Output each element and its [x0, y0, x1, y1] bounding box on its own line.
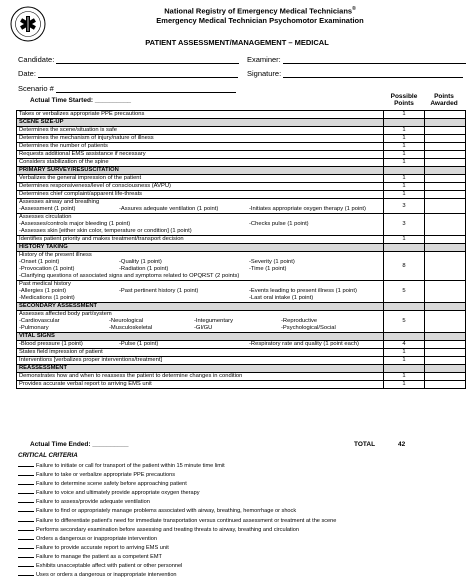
- criterion-text: Provides accurate verbal report to arriving EMS unit: [17, 381, 384, 389]
- table-row: [17, 341, 466, 349]
- possible-points: 5: [384, 281, 425, 303]
- table-row: [17, 236, 466, 244]
- criterion-text: -Assessment (1 point): [19, 206, 76, 212]
- criterion-text: States field impression of patient: [17, 349, 384, 357]
- scenario-field[interactable]: Scenario #: [18, 84, 236, 93]
- critical-criterion-text: Failure to provide accurate report to arriving EMS unit: [36, 544, 169, 551]
- points-awarded-cell[interactable]: [425, 252, 466, 281]
- actual-time-ended[interactable]: Actual Time Ended: __________: [30, 441, 129, 448]
- critical-criterion-text: Uses or orders a dangerous or inappropriate intervention: [36, 572, 177, 579]
- points-awarded-header: Points Awarded: [430, 93, 458, 107]
- section-title: SECONDARY ASSESSMENT: [17, 303, 384, 311]
- critical-checkbox-blank[interactable]: [18, 470, 34, 476]
- possible-points: 3: [384, 214, 425, 236]
- section-title: VITAL SIGNS: [17, 333, 384, 341]
- criterion-line: [19, 295, 381, 302]
- org-name: National Registry of Emergency Medical Technicians: [164, 6, 353, 16]
- criterion-text: Interventions [verbalizes proper interventions/treatment]: [17, 357, 384, 365]
- critical-criterion-text: Failure to differentiate patient's need for immediate transportation versus continued assessment or treatment at the scene: [36, 517, 337, 524]
- form-title: PATIENT ASSESSMENT/MANAGEMENT – MEDICAL: [145, 38, 329, 47]
- table-row: [17, 281, 466, 303]
- table-row: [17, 381, 466, 389]
- critical-criterion: [18, 534, 336, 543]
- signature-field[interactable]: Signature:: [247, 69, 463, 78]
- possible-points: [384, 119, 425, 127]
- table-row: [17, 159, 466, 167]
- criterion-text: Assesses airway and breathing: [19, 199, 100, 205]
- examiner-field[interactable]: Examiner:: [247, 55, 466, 64]
- critical-criteria-title: CRITICAL CRITERIA: [18, 452, 78, 459]
- critical-checkbox-blank[interactable]: [18, 488, 34, 494]
- criterion-text: -Neurological: [109, 318, 144, 324]
- criterion-text: -Medications (1 point): [19, 295, 75, 301]
- criterion-text: Determines the mechanism of injury/nature of illness: [17, 135, 384, 143]
- possible-points: 4: [384, 341, 425, 349]
- section-title: PRIMARY SURVEY/RESUSCITATION: [17, 167, 384, 175]
- section-row: [17, 119, 466, 127]
- points-awarded-cell[interactable]: [425, 159, 466, 167]
- critical-criterion: [18, 561, 336, 570]
- candidate-field[interactable]: Candidate:: [18, 55, 239, 64]
- criterion-text: Determines chief complaint/apparent life-threats: [17, 191, 384, 199]
- table-row: [17, 349, 466, 357]
- possible-points: [384, 244, 425, 252]
- criterion-text: -Past pertinent history (1 point): [119, 288, 199, 294]
- criterion-text: -Provocation (1 point): [19, 266, 75, 272]
- critical-criterion: [18, 506, 336, 515]
- table-row: [17, 143, 466, 151]
- possible-points: 1: [384, 159, 425, 167]
- criterion-line: [19, 266, 381, 273]
- points-awarded-cell: [425, 167, 466, 175]
- possible-points: 8: [384, 252, 425, 281]
- criterion-text: Determines responsiveness/level of consciousness (AVPU): [17, 183, 384, 191]
- criterion-line: [19, 221, 381, 228]
- critical-criterion: [18, 470, 336, 479]
- assessment-table: [16, 110, 466, 389]
- points-awarded-cell[interactable]: [425, 183, 466, 191]
- section-title: SCENE SIZE-UP: [17, 119, 384, 127]
- points-awarded-cell: [425, 365, 466, 373]
- possible-points: 1: [384, 111, 425, 119]
- points-awarded-cell[interactable]: [425, 175, 466, 183]
- table-row: [17, 191, 466, 199]
- criterion-text: -Cardiovascular: [19, 318, 60, 324]
- critical-criterion-text: Failure to initiate or call for transport of the patient within 15 minute time limit: [36, 463, 225, 469]
- points-awarded-cell: [425, 244, 466, 252]
- points-awarded-cell[interactable]: [425, 214, 466, 236]
- critical-checkbox-blank[interactable]: [18, 552, 34, 558]
- points-awarded-cell[interactable]: [425, 281, 466, 303]
- possible-points: 1: [384, 349, 425, 357]
- possible-points: 3: [384, 199, 425, 214]
- date-field[interactable]: Date:: [18, 69, 238, 78]
- possible-points: 1: [384, 143, 425, 151]
- section-title: HISTORY TAKING: [17, 244, 384, 252]
- criterion-text: -Severity (1 point): [249, 259, 295, 265]
- criterion-text: -Last oral intake (1 point): [249, 295, 314, 301]
- critical-checkbox-blank[interactable]: [18, 525, 34, 531]
- critical-criterion-text: Failure to assess/provide adequate ventilation: [36, 499, 150, 506]
- critical-criterion: [18, 516, 336, 525]
- points-awarded-cell[interactable]: [425, 311, 466, 333]
- section-row: [17, 167, 466, 175]
- points-awarded-cell: [425, 303, 466, 311]
- points-awarded-cell[interactable]: [425, 381, 466, 389]
- table-row: [17, 135, 466, 143]
- actual-time-started[interactable]: Actual Time Started: __________: [30, 97, 132, 104]
- criterion-text: -Allergies (1 point): [19, 288, 67, 294]
- table-row: [17, 311, 466, 333]
- criterion-text: -Clarifying questions of associated signs and symptoms related to OPQRST (2 points): [19, 273, 240, 279]
- possible-points: 1: [384, 135, 425, 143]
- critical-checkbox-blank[interactable]: [18, 506, 34, 512]
- criterion-line: [19, 252, 381, 259]
- criterion-text: -Assesses/controls major bleeding (1 point): [19, 221, 131, 227]
- possible-points: 1: [384, 236, 425, 244]
- points-awarded-cell[interactable]: [425, 341, 466, 349]
- critical-checkbox-blank[interactable]: [18, 516, 34, 522]
- criterion-text: Requests additional EMS assistance if necessary: [17, 151, 384, 159]
- criterion-text: -Radiation (1 point): [119, 266, 169, 272]
- criterion-text: Identifies patient priority and makes treatment/transport decision: [17, 236, 384, 244]
- criterion-text: -Initiates appropriate oxygen therapy (1 point): [249, 206, 366, 212]
- exam-name: Emergency Medical Technician Psychomotor Examination: [156, 15, 364, 25]
- criterion-text: Determines the number of patients: [17, 143, 384, 151]
- critical-criterion: [18, 525, 336, 534]
- table-row: [17, 199, 466, 214]
- points-awarded-cell[interactable]: [425, 357, 466, 365]
- criterion-text: -Assesses skin [either skin color, temperature or condition] (1 point): [19, 228, 192, 234]
- table-row: [17, 373, 466, 381]
- table-row: [17, 357, 466, 365]
- possible-points: 1: [384, 381, 425, 389]
- criterion-line: [19, 259, 381, 266]
- criterion-text: Demonstrates how and when to reassess the patient to determine changes in condition: [17, 373, 384, 381]
- possible-points: 5: [384, 311, 425, 333]
- critical-checkbox-blank[interactable]: [18, 479, 34, 485]
- total-value: 42: [398, 441, 406, 448]
- possible-points-header: Possible Points: [390, 93, 418, 107]
- criterion-line: [19, 325, 381, 332]
- critical-criterion: [18, 570, 336, 579]
- possible-points: 1: [384, 373, 425, 381]
- criterion-text: -Respiratory rate and quality (1 point each): [249, 341, 359, 347]
- critical-criterion: [18, 543, 336, 552]
- critical-criterion: [18, 497, 336, 506]
- critical-criterion-text: Failure to take or verbalize appropriate PPE precautions: [36, 472, 175, 479]
- points-awarded-cell[interactable]: [425, 236, 466, 244]
- criterion-text: -Pulmonary: [19, 325, 49, 331]
- section-title: REASSESSMENT: [17, 365, 384, 373]
- possible-points: [384, 365, 425, 373]
- criterion-text: -Time (1 point): [249, 266, 287, 272]
- criterion-text: Considers stabilization of the spine: [17, 159, 384, 167]
- critical-criteria-list: [18, 461, 336, 579]
- section-row: [17, 244, 466, 252]
- points-awarded-cell[interactable]: [425, 111, 466, 119]
- critical-checkbox-blank[interactable]: [18, 534, 34, 540]
- table-row: [17, 151, 466, 159]
- critical-checkbox-blank[interactable]: [18, 497, 34, 503]
- points-awarded-cell[interactable]: [425, 151, 466, 159]
- possible-points: [384, 303, 425, 311]
- criterion-text: -Assures adequate ventilation (1 point): [119, 206, 219, 212]
- critical-criterion: [18, 461, 336, 470]
- critical-criterion-text: Failure to determine scene safety before approaching patient: [36, 481, 187, 488]
- points-awarded-cell: [425, 333, 466, 341]
- criterion-text: History of the present illness: [19, 252, 92, 258]
- points-awarded-cell[interactable]: [425, 199, 466, 214]
- criterion-text: -Reproductive: [281, 318, 318, 324]
- possible-points: 1: [384, 127, 425, 135]
- form-header: National Registry of Emergency Medical Technicians® Emergency Medical Technician Psychomotor Examination: [110, 5, 410, 25]
- criterion-text: Determines the scene/situation is safe: [17, 127, 384, 135]
- criterion-line: [19, 273, 381, 280]
- points-awarded-cell[interactable]: [425, 349, 466, 357]
- critical-checkbox-blank[interactable]: [18, 570, 34, 576]
- criterion-text: -Integumentary: [194, 318, 233, 324]
- table-row: [17, 127, 466, 135]
- criterion-text: Assesses circulation: [19, 214, 72, 220]
- critical-criterion-text: Failure to voice and ultimately provide appropriate oxygen therapy: [36, 490, 200, 497]
- criterion-line: [19, 214, 381, 221]
- table-row: [17, 214, 466, 236]
- criterion-text: -Quality (1 point): [119, 259, 162, 265]
- criterion-line: [19, 199, 381, 206]
- possible-points: [384, 333, 425, 341]
- possible-points: 1: [384, 191, 425, 199]
- criterion-line: [19, 206, 381, 213]
- criterion-line: [19, 341, 381, 348]
- criterion-text: -Onset (1 point): [19, 259, 60, 265]
- criterion-line: [19, 318, 381, 325]
- critical-criterion-text: Exhibits unacceptable affect with patient or other personnel: [36, 563, 183, 570]
- criterion-line: [19, 281, 381, 288]
- points-awarded-cell[interactable]: [425, 127, 466, 135]
- criterion-line: [19, 288, 381, 295]
- criterion-text: -GI/GU: [194, 325, 213, 331]
- criterion-text: -Musculoskeletal: [109, 325, 153, 331]
- criterion-text: Past medical history: [19, 281, 71, 287]
- critical-criterion-text: Failure to manage the patient as a competent EMT: [36, 553, 162, 560]
- criterion-text: Assesses affected body part/system: [19, 311, 112, 317]
- critical-checkbox-blank[interactable]: [18, 543, 34, 549]
- critical-criterion-text: Orders a dangerous or inappropriate intervention: [36, 535, 157, 542]
- nremt-seal-icon: [10, 6, 46, 42]
- critical-criterion: [18, 479, 336, 488]
- criterion-text: -Pulse (1 point): [119, 341, 159, 347]
- critical-criterion-text: Failure to find or appropriately manage problems associated with airway, breathing, hemorrhage or shock: [36, 508, 297, 515]
- section-row: [17, 333, 466, 341]
- table-row: [17, 252, 466, 281]
- possible-points: 1: [384, 151, 425, 159]
- criterion-line: [19, 311, 381, 318]
- critical-checkbox-blank[interactable]: [18, 561, 34, 567]
- section-row: [17, 303, 466, 311]
- possible-points: 1: [384, 357, 425, 365]
- critical-checkbox-blank[interactable]: [18, 461, 34, 467]
- criterion-text: -Blood pressure (1 point): [19, 341, 83, 347]
- possible-points: [384, 167, 425, 175]
- points-awarded-cell[interactable]: [425, 143, 466, 151]
- critical-criterion-text: Performs secondary examination before assessing and treating threats to airway, breathing and circulation: [36, 526, 299, 533]
- points-awarded-cell[interactable]: [425, 373, 466, 381]
- possible-points: 1: [384, 175, 425, 183]
- critical-criterion: [18, 488, 336, 497]
- total-label: TOTAL: [354, 441, 376, 448]
- criterion-text: -Events leading to present illness (1 point): [249, 288, 357, 294]
- criterion-text: -Checks pulse (1 point): [249, 221, 309, 227]
- points-awarded-cell: [425, 119, 466, 127]
- table-row: [17, 175, 466, 183]
- criterion-text: -Psychological/Social: [281, 325, 336, 331]
- points-awarded-cell[interactable]: [425, 191, 466, 199]
- criterion-line: [19, 228, 381, 235]
- criterion-text: Takes or verbalizes appropriate PPE precautions: [17, 111, 384, 119]
- critical-criterion: [18, 552, 336, 561]
- criterion-text: Verbalizes the general impression of the patient: [17, 175, 384, 183]
- section-row: [17, 365, 466, 373]
- table-row: [17, 183, 466, 191]
- table-row: [17, 111, 466, 119]
- possible-points: 1: [384, 183, 425, 191]
- points-awarded-cell[interactable]: [425, 135, 466, 143]
